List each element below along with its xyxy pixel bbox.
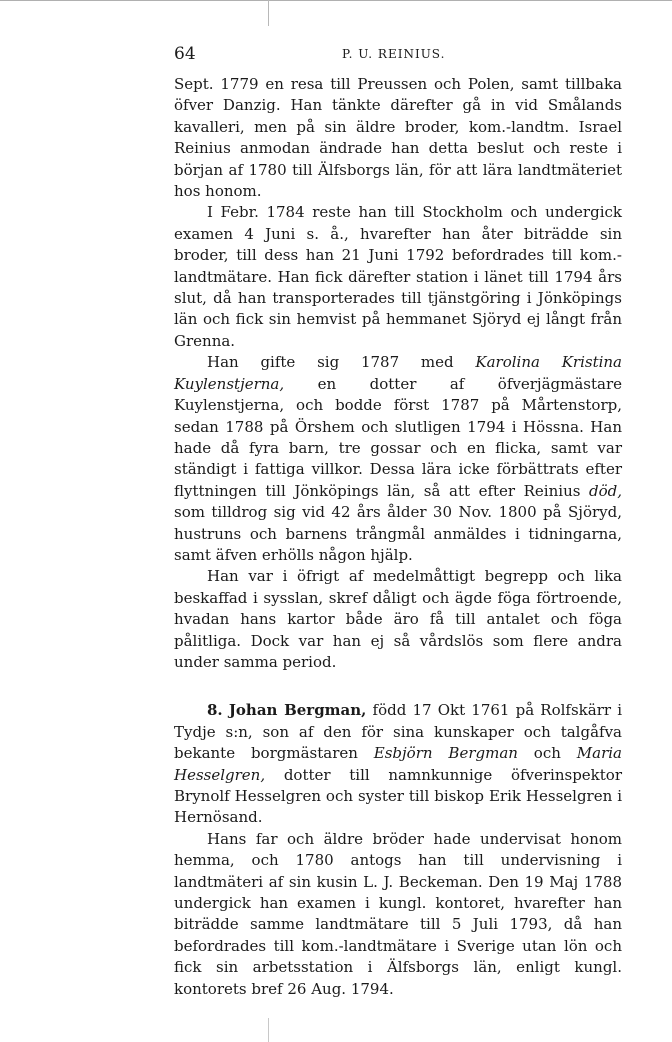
wife-name: Karolina Kristina Kuylenstjerna, <box>174 353 622 393</box>
paragraph-3-text-b: en dotter af öfverjägmästare Kuylenstjerna, och bodde först 1787 på Mårtenstorp, sedan 1788 på Örshem och slutligen 1794 i Hössna. Han hade då fyra barn, tre gossar och en flicka, samt var ständigt i fattiga villkor. Dessa lära icke förbättrats efter flyttningen till Jönköpings län, så att efter Reinius <box>174 374 622 500</box>
entry-text-c: dotter till namnkunnige öfverinspektor Brynolf Hesselgren och syster till biskop Erik Hesselgren i Hernösand. <box>174 765 622 827</box>
paragraph-3-text-a: Han gifte sig 1787 med <box>207 353 476 372</box>
mother-name: Maria Hesselgren, <box>174 744 622 784</box>
page-number: 64 <box>174 44 196 64</box>
paragraph-6: Hans far och äldre bröder hade undervisat honom hemma, och 1780 antogs han till undervisning i landtmäteri af sin kusin L. J. Beckeman. Den 19 Maj 1788 undergick han examen i kungl. kontoret, hvarefter han biträdde samme landtmätare till 5 Juli 1793, då han befordrades till kom.-landtmätare i Sverige utan lön och fick sin arbetsstation i Älfsborgs län, enligt kungl. kontorets bref 26 Aug. 1794. <box>174 829 622 998</box>
paragraph-4: Han var i öfrigt af medelmåttigt begrepp och lika beskaffad i sysslan, skref dåligt och ägde föga förtroende, hvadan hans kartor både äro få till antalet och föga pålitliga. Dock var han ej så vårdslös som flere andra under samma period. <box>174 567 622 671</box>
entry-number: 8. <box>207 701 223 720</box>
death-word: död, <box>588 481 622 500</box>
father-name: Esbjörn Bergman <box>373 744 518 763</box>
paragraph-1: Sept. 1779 en resa till Preussen och Polen, samt tillbaka öfver Danzig. Han tänkte därefter gå in vid Smålands kavalleri, men på sin äldre broder, kom.-landtm. Israel Reinius anmodan ändrade han detta beslut och reste i början af 1780 till Älfsborgs län, för att lära landtmäteriet hos honom. <box>174 75 622 201</box>
running-head: P. U. REINIUS. <box>342 47 446 61</box>
entry-text-b: och <box>517 744 577 763</box>
entry-text-a: född 17 Okt 1761 på Rolfskärr i Tydje s:n, son af den för sina kunskaper och talgåfva bekante borgmästaren <box>174 701 622 763</box>
paragraph-2: I Febr. 1784 reste han till Stockholm och undergick examen 4 Juni s. å., hvarefter han åter biträdde sin broder, till dess han 21 Juni 1792 befordrades till kom.-landtmätare. Han fick därefter station i länet till 1794 års slut, då han transporterades till tjänstgöring i Jönköpings län och fick sin hemvist på hemmanet Sjöryd ej långt från Grenna. <box>174 203 622 350</box>
body-text <box>174 74 622 1000</box>
gutter-mark-top <box>268 0 269 26</box>
paragraph-3-text-c: som tilldrog sig vid 42 års ålder 30 Nov. 1800 på Sjöryd, hustruns och barnens trångmål anmäldes i tidningarna, samt äfven erhölls någon hjälp. <box>174 503 622 564</box>
entry-8 <box>174 700 622 828</box>
paragraph-3 <box>174 352 622 566</box>
page-header <box>174 44 622 64</box>
entry-name: Johan Bergman, <box>228 701 367 720</box>
gutter-mark-bottom <box>268 1018 269 1042</box>
page-top-edge <box>0 0 672 1</box>
